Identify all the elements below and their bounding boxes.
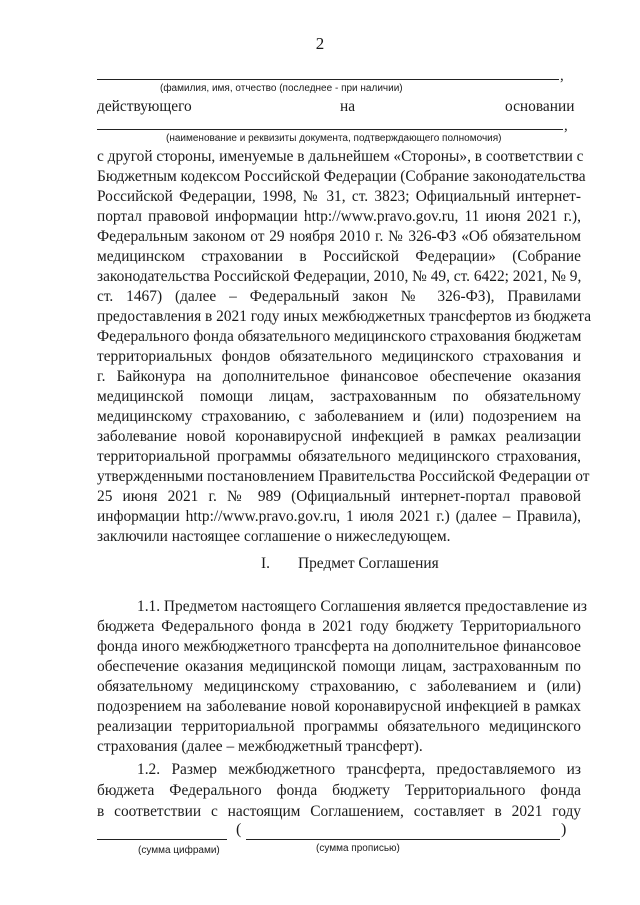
intro-line: портал правовой информации http://www.pravo.gov.ru, 11 июня 2021 г.),	[97, 208, 581, 225]
clause-line: обязательному медицинскому страхованию, с заболеванием и (или)	[97, 678, 581, 695]
intro-line: Федерального фонда обязательного медицинского страхования бюджетам	[97, 328, 582, 345]
intro-line: территориальных фондов обязательного медицинского страхования и	[97, 348, 581, 365]
intro-line: территориальной программы обязательного медицинского страхования,	[97, 448, 581, 465]
intro-line: предоставления в 2021 году иных межбюджетных трансфертов из бюджета	[97, 308, 592, 325]
clause-line: реализации территориальной программы обязательного медицинского	[97, 718, 581, 735]
clause-line: страхования (далее – межбюджетный трансферт).	[97, 738, 423, 755]
clause-line: 1.1. Предметом настоящего Соглашения является предоставление из	[137, 598, 587, 615]
intro-line: заболевание новой коронавирусной инфекцией в рамках реализации	[97, 428, 581, 445]
caption-amount-digits: (сумма цифрами)	[138, 845, 220, 856]
intro-line: Бюджетным кодексом Российской Федерации (Собрание законодательства	[97, 168, 586, 185]
intro-line: медицинской помощи лицам, застрахованным по обязательному	[97, 388, 581, 405]
page-number: 2	[315, 34, 325, 53]
clause-line: фонда иного межбюджетного трансферта на дополнительное финансовое	[97, 638, 581, 655]
intro-line: Российской Федерации, 1998, № 31, ст. 3823; Официальный интернет-	[97, 188, 581, 205]
clause-line: бюджета Федерального фонда бюджету Территориального фонда	[97, 782, 581, 799]
intro-line: ст. 1467) (далее – Федеральный закон № 326-ФЗ), Правилами	[97, 288, 581, 305]
intro-line: медицинскому страхованию, с заболеванием и (или) подозрением на	[97, 408, 581, 425]
amount-words-blank	[246, 839, 560, 840]
basis-word: основании	[505, 98, 575, 115]
clause-line: в соответствии с настоящим Соглашением, составляет в 2021 году	[97, 803, 581, 820]
caption-full-name: (фамилия, имя, отчество (последнее - при наличии)	[160, 83, 403, 94]
intro-line: г. Байконура на дополнительное финансовое обеспечение оказания	[97, 368, 581, 385]
intro-line: медицинском страховании в Российской Федерации» (Собрание	[97, 248, 581, 265]
amount-close-paren: )	[561, 821, 567, 838]
amount-digits-blank	[97, 839, 227, 840]
on-word: на	[340, 98, 356, 115]
intro-line: законодательства Российской Федерации, 2010, № 49, ст. 6422; 2021, № 9,	[97, 268, 582, 285]
section-number: I.	[261, 555, 270, 572]
caption-authority-document: (наименование и реквизиты документа, подтверждающего полномочия)	[166, 133, 502, 144]
clause-line: 1.2. Размер межбюджетного трансферта, предоставляемого из	[137, 761, 581, 778]
clause-line: обеспечение оказания медицинской помощи лицам, застрахованным по	[97, 658, 581, 675]
name-line-comma: ,	[560, 68, 564, 84]
intro-line: Федеральным законом от 29 ноября 2010 г. № 326-ФЗ «Об обязательном	[97, 228, 581, 245]
document-blank-line	[97, 129, 563, 130]
section-title: Предмет Соглашения	[298, 555, 439, 572]
document-line-comma: ,	[564, 118, 568, 134]
acting-word: действующего	[97, 98, 192, 115]
amount-open-paren: (	[236, 821, 242, 838]
intro-line: утвержденными постановлением Правительства Российской Федерации от	[97, 468, 590, 485]
intro-line: 25 июня 2021 г. № 989 (Официальный интернет-портал правовой	[97, 488, 581, 505]
name-blank-line	[97, 79, 559, 80]
intro-line: с другой стороны, именуемые в дальнейшем «Стороны», в соответствии с	[97, 148, 584, 165]
intro-line: заключили настоящее соглашение о нижеследующем.	[97, 528, 451, 545]
clause-line: подозрением на заболевание новой коронавирусной инфекцией в рамках	[97, 698, 581, 715]
caption-amount-words: (сумма прописью)	[316, 843, 400, 854]
intro-line: информации http://www.pravo.gov.ru, 1 июля 2021 г.) (далее – Правила),	[97, 508, 581, 525]
clause-line: бюджета Федерального фонда в 2021 году бюджету Территориального	[97, 618, 581, 635]
